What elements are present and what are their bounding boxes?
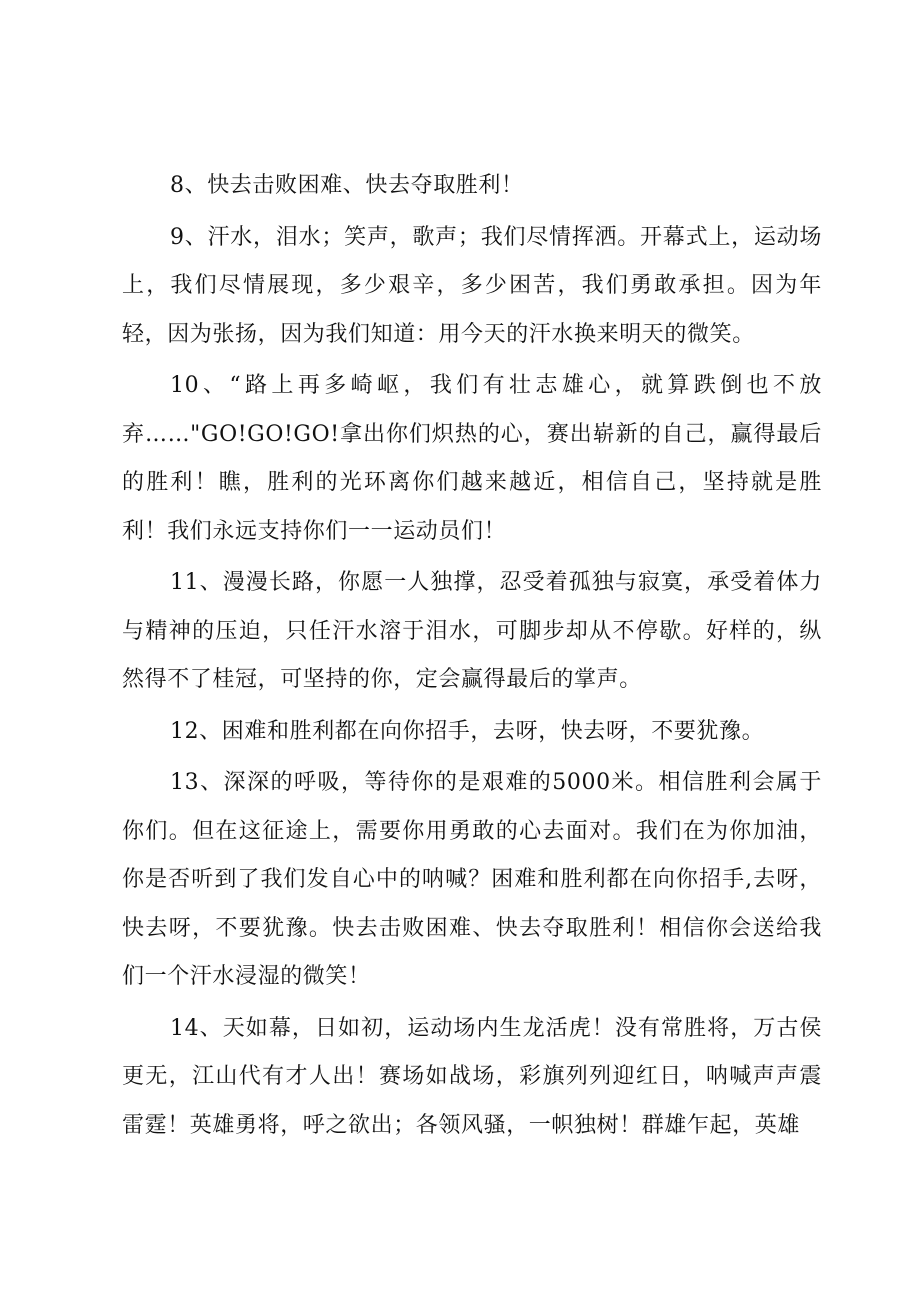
paragraph-12: 12、困难和胜利都在向你招手，去呀，快去呀，不要犹豫。 (170, 718, 765, 744)
paragraph-10: 10、“路上再多崎岖，我们有壮志雄心，就算跌倒也不放弃……"GO!GO!GO!拿出你们炽热的心，赛出崭新的自己，赢得最后的胜利！瞧，胜利的光环离你们越来越近，相信自己，坚持就是胜利！我们永远支持你们一一运动员们！ (122, 373, 822, 544)
paragraph-11: 11、漫漫长路，你愿一人独撑，忍受着孤独与寂寞，承受着体力与精神的压迫，只任汗水溶于泪水，可脚步却从不停歇。好样的，纵然得不了桂冠，可坚持的你，定会赢得最后的掌声。 (122, 570, 822, 692)
paragraph-9: 9、汗水，泪水；笑声，歌声；我们尽情挥洒。开幕式上，运动场上，我们尽情展现，多少艰辛，多少困苦，我们勇敢承担。因为年轻，因为张扬，因为我们知道：用今天的汗水换来明天的微笑。 (122, 224, 822, 347)
document-body (122, 162, 822, 1153)
paragraph-13: 13、深深的呼吸，等待你的是艰难的5000米。相信胜利会属于你们。但在这征途上，需要你用勇敢的心去面对。我们在为你加油，你是否听到了我们发自心中的呐喊？困难和胜利都在向你招手,去呀，快去呀，不要犹豫。快去击败困难、快去夺取胜利！相信你会送给我们一个汗水浸湿的微笑！ (122, 770, 822, 989)
paragraph-8: 8、快去击败困难、快去夺取胜利！ (170, 173, 524, 198)
paragraph-14: 14、天如幕，日如初，运动场内生龙活虎！没有常胜将，万古侯更无，江山代有才人出！赛场如战场，彩旗列列迎红日，呐喊声声震雷霆！英雄勇将，呼之欲出；各领风骚，一帜独树！群雄乍起，英雄 (122, 1015, 822, 1138)
